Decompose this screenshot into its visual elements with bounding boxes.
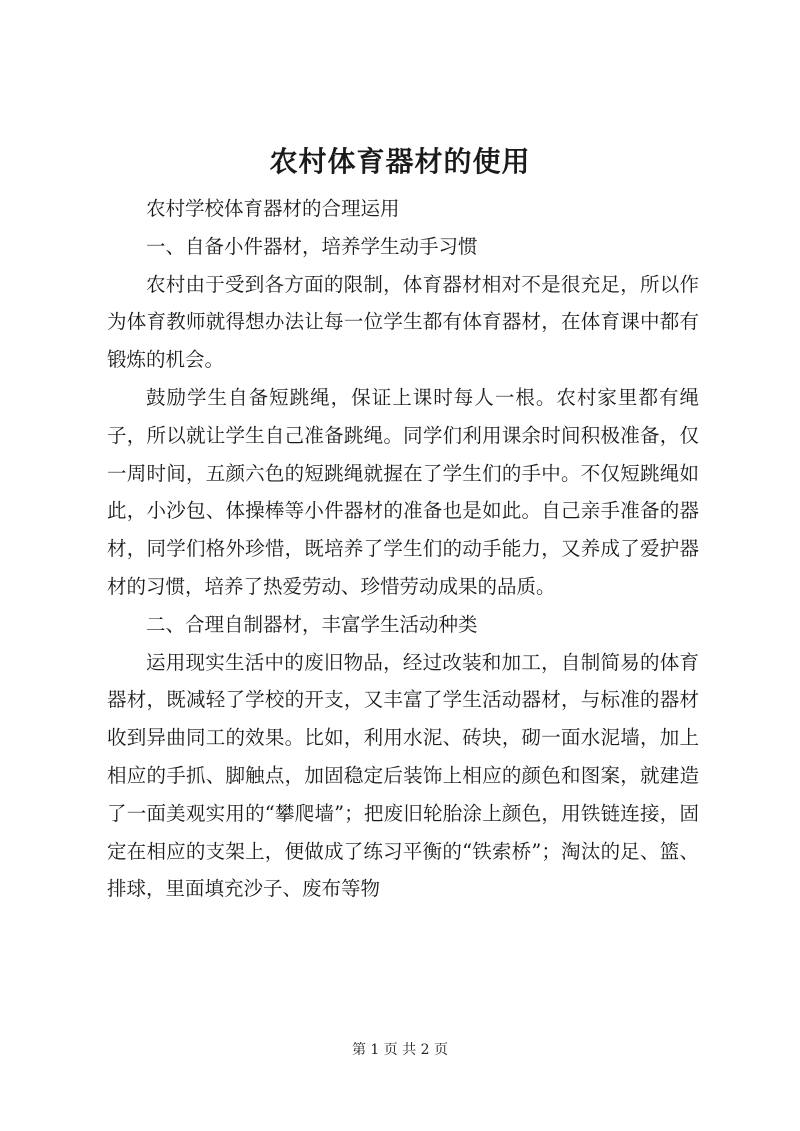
section-heading-2: 二、合理自制器材，丰富学生活动种类	[146, 612, 478, 636]
document-title: 农村体育器材的使用	[269, 145, 531, 178]
body-paragraph: 运用现实生活中的废旧物品，经过改装和加工，自制简易的体育器材，既减轻了学校的开支，又丰富了学生活动器材，与标准的器材收到异曲同工的效果。比如，利用水泥、砖块，砌一面水泥墙，加上相应的手抓、脚触点，加固稳定后装饰上相应的颜色和图案，就建造了一面美观实用的“攀爬墙”；把废旧轮胎涂上颜色，用铁链连接，固定在相应的支架上，便做成了练习平衡的“铁索桥”；淘汰的足、篮、排球，里面填充沙子、废布等物	[107, 650, 699, 901]
page-number-footer: 第 1 页 共 2 页	[351, 1042, 449, 1058]
section-heading-1: 一、自备小件器材，培养学生动手习惯	[146, 234, 478, 258]
body-paragraph: 鼓励学生自备短跳绳，保证上课时每人一根。农村家里都有绳子，所以就让学生自己准备跳绳。同学们利用课余时间积极准备，仅一周时间，五颜六色的短跳绳就握在了学生们的手中。不仅短跳绳如此，小沙包、体操棒等小件器材的准备也是如此。自己亲手准备的器材，同学们格外珍惜，既培养了学生们的动手能力，又养成了爱护器材的习惯，培养了热爱劳动、珍惜劳动成果的品质。	[107, 385, 699, 598]
body-paragraph: 农村由于受到各方面的限制，体育器材相对不是很充足，所以作为体育教师就得想办法让每一位学生都有体育器材，在体育课中都有锻炼的机会。	[107, 272, 699, 372]
subtitle-paragraph: 农村学校体育器材的合理运用	[146, 197, 400, 220]
document-body	[107, 190, 699, 908]
